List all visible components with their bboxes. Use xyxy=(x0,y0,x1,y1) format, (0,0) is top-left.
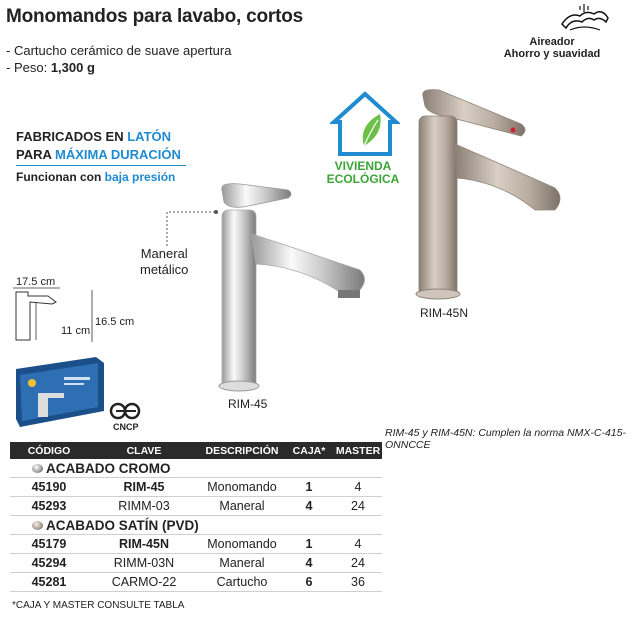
dimension-diagram xyxy=(8,280,138,350)
baja-presion-text: Funcionan con baja presión xyxy=(16,170,176,184)
product-table xyxy=(10,442,382,592)
dim-height-total: 16.5 cm xyxy=(95,316,135,328)
col-clave: CLAVE xyxy=(88,442,200,459)
dim-width: 17.5 cm xyxy=(16,276,56,288)
cncp-label: CNCP xyxy=(113,422,139,432)
table-footnote: *CAJA Y MASTER CONSULTE TABLA xyxy=(12,600,185,611)
rim45-label: RIM-45 xyxy=(228,397,268,411)
vivienda-ecologica-label: VIVIENDA ECOLÓGICA xyxy=(326,159,400,186)
feature-cartucho: - Cartucho cerámico de suave apertura xyxy=(6,43,232,58)
group-row-satin: ACABADO SATÍN (PVD) xyxy=(10,516,382,535)
norma-note: RIM-45 y RIM-45N: Cumplen la norma NMX-C-415-ONNCCE xyxy=(385,427,626,451)
divider xyxy=(16,165,186,166)
satin-faucet-image xyxy=(405,88,580,303)
table-row: 45293 RIMM-03 Maneral 4 24 xyxy=(10,497,382,516)
rim45n-label: RIM-45N xyxy=(420,306,469,320)
product-box-image xyxy=(8,355,108,430)
maneral-leader-line xyxy=(165,208,225,248)
satin-finish-icon xyxy=(32,521,43,530)
chrome-faucet-image xyxy=(200,180,390,395)
maneral-label: Maneral metálico xyxy=(140,246,189,277)
col-descripcion: DESCRIPCIÓN xyxy=(200,442,284,459)
feature-peso: - Peso: 1,300 g xyxy=(6,60,95,75)
dim-height-spout: 11 cm xyxy=(61,325,91,337)
group-row-cromo: ACABADO CROMO xyxy=(10,459,382,478)
fabricados-heading: FABRICADOS EN LATÓN PARA MÁXIMA DURACIÓN xyxy=(16,129,181,162)
col-master: MASTER xyxy=(334,442,382,459)
eco-house-icon xyxy=(330,90,400,160)
page-title: Monomandos para lavabo, cortos xyxy=(6,6,303,27)
table-row: 45281 CARMO-22 Cartucho 6 36 xyxy=(10,573,382,592)
aireador-caption: Aireador Ahorro y suavidad xyxy=(503,36,601,60)
col-caja: CAJA* xyxy=(284,442,334,459)
table-row: 45179 RIM-45N Monomando 1 4 xyxy=(10,535,382,554)
col-codigo: CÓDIGO xyxy=(10,442,88,459)
table-header-row xyxy=(10,442,382,459)
cncp-logo-icon xyxy=(108,400,144,422)
chrome-finish-icon xyxy=(32,464,43,473)
table-row: 45190 RIM-45 Monomando 1 4 xyxy=(10,478,382,497)
table-row: 45294 RIMM-03N Maneral 4 24 xyxy=(10,554,382,573)
hands-water-icon xyxy=(556,2,614,36)
